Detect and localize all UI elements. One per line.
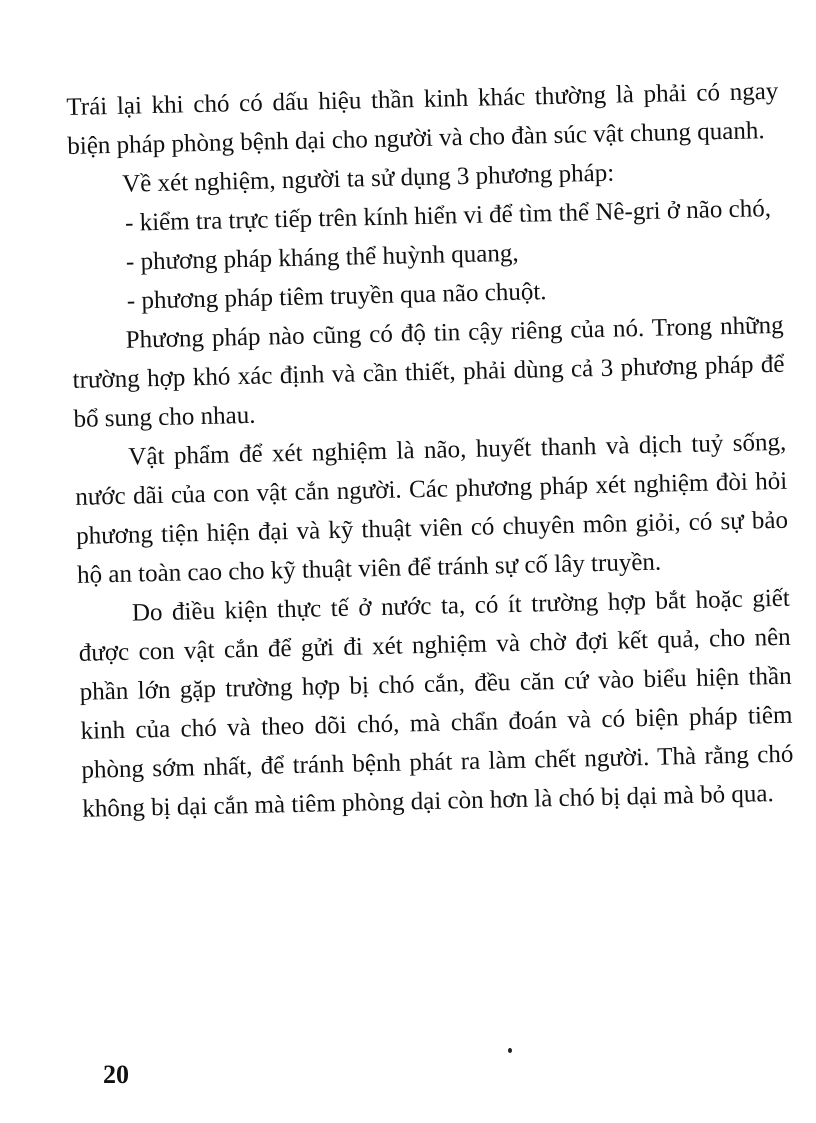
paragraph-intro: Trái lại khi chó có dấu hiệu thần kinh khác thường là phải có ngay biện pháp phòng bệnh dại cho người và cho đàn súc vật chung quanh. [66,77,779,160]
list-item-microscope: - kiểm tra trực tiếp trên kính hiển vi để tìm thể Nê-gri ở não chó, [124,195,772,237]
paragraph-test-methods: Về xét nghiệm, người ta sử dụng 3 phương pháp: [121,159,615,198]
list-item-fluorescent-antibody: - phương pháp kháng thể huỳnh quang, [125,239,519,276]
paragraph-reliability: Phương pháp nào cũng có độ tin cậy riêng của nó. Trong những trường hợp khó xác định và cần thiết, phải dùng cả 3 phương pháp để bổ sung cho nhau. [72,311,785,433]
paragraph-conditions: Do điều kiện thực tế ở nước ta, có ít trường hợp bắt hoặc giết được con vật cắn để gửi đi xét nghiệm và chờ đợi kết quả, cho nên phần lớn gặp trường hợp bị chó cắn, đều căn cứ vào biểu hiện thần kinh của chó và theo dõi chó, mà chẩn đoán và có biện pháp tiêm phòng sớm nhất, để tránh bệnh phát ra làm chết người. Thà rằng chó không bị dại cắn mà tiêm phòng dại còn hơn là chó bị dại mà bỏ qua. [78,584,794,823]
print-speck [508,1048,512,1053]
page-number: 20 [103,1060,129,1089]
list-item-mouse-inoculation: - phương pháp tiêm truyền qua não chuột. [126,278,547,315]
body-text [66,72,795,829]
paragraph-specimens: Vật phẩm để xét nghiệm là não, huyết thanh và dịch tuỷ sống, nước dãi của con vật cắn người. Các phương pháp xét nghiệm đòi hỏi phương tiện hiện đại và kỹ thuật viên có chuyên môn giỏi, có sự bảo hộ an toàn cao cho kỹ thuật viên để tránh sự cố lây truyền. [74,428,789,589]
